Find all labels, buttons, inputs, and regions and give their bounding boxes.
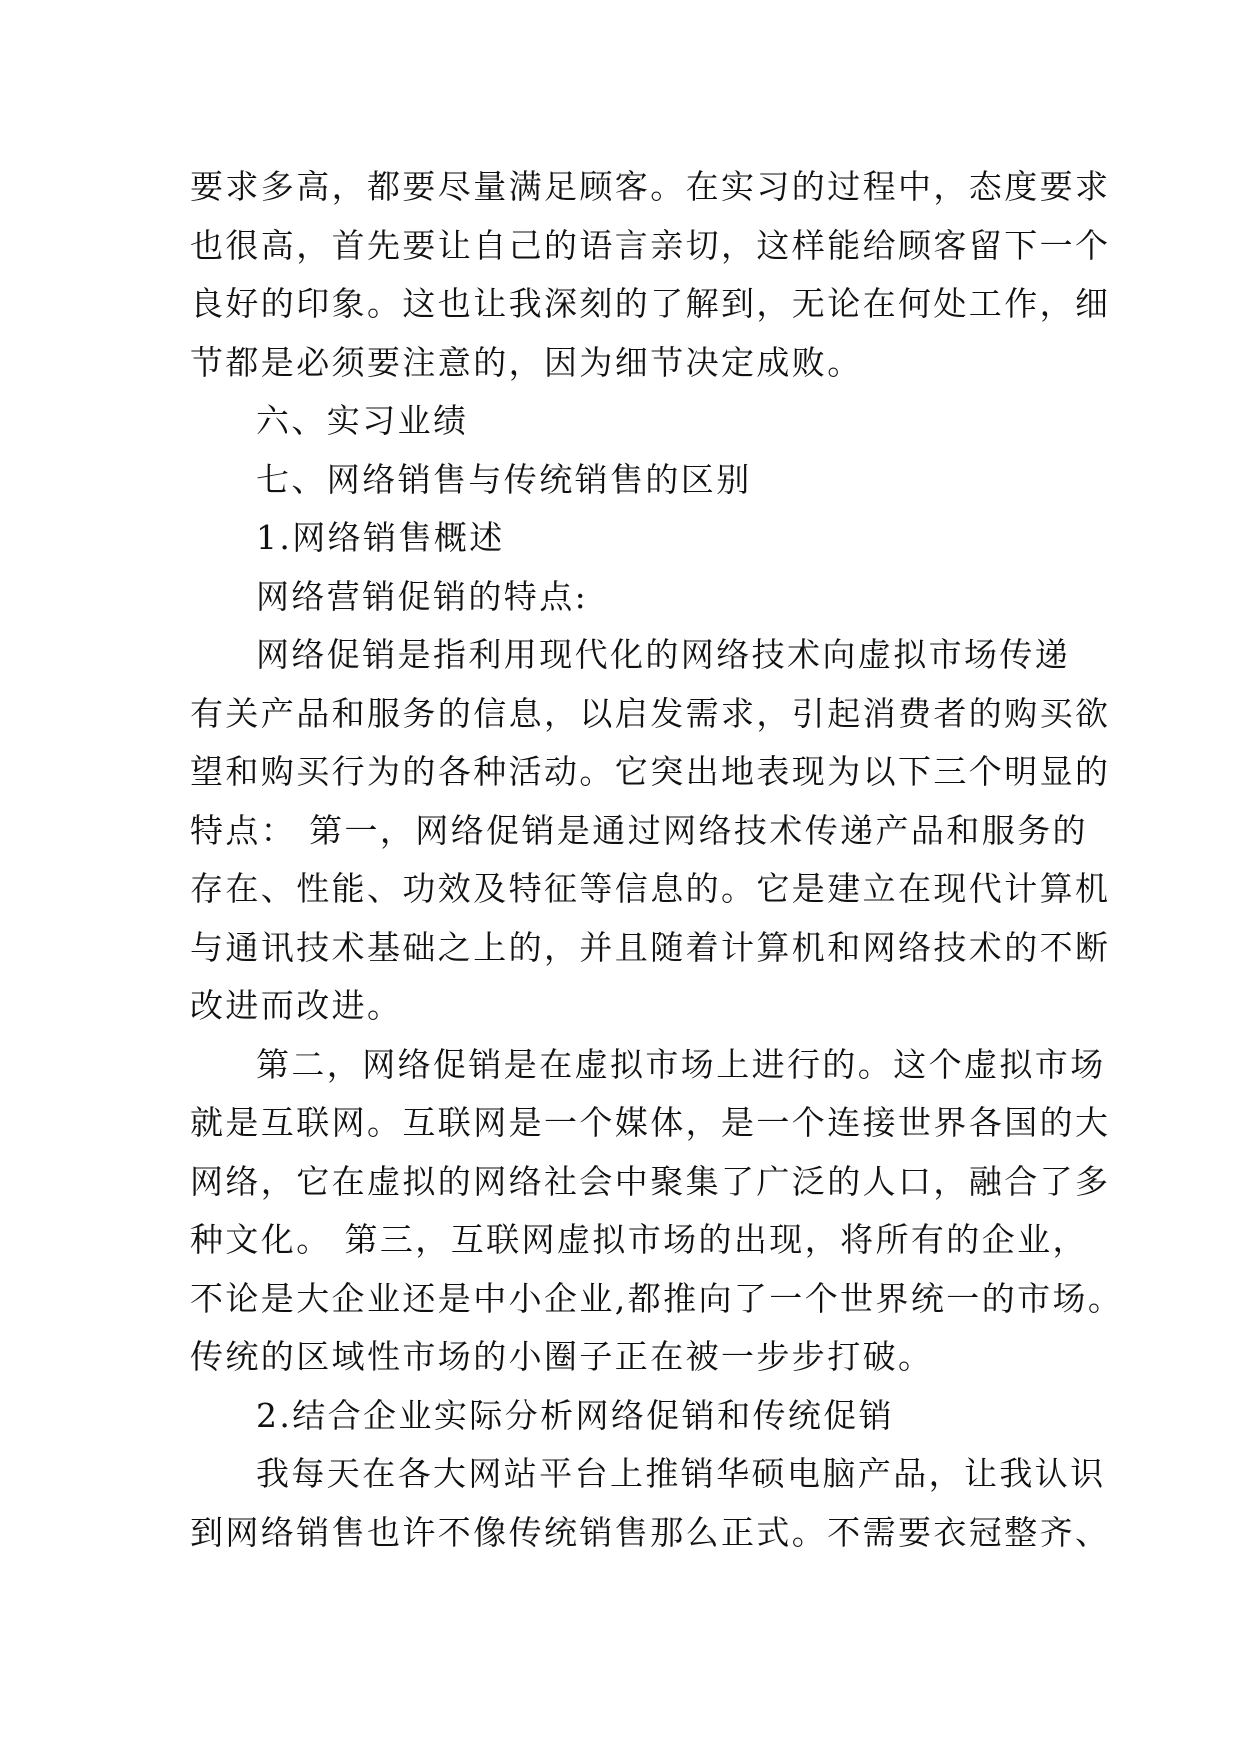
text-line: 网络，它在虚拟的网络社会中聚集了广泛的人口，融合了多 (190, 1161, 1111, 1201)
text-line: 传统的区域性市场的小圈子正在被一步步打破。 (190, 1337, 934, 1376)
text-line: 到网络销售也许不像传统销售那么正式。不需要衣冠整齐、 (190, 1512, 1111, 1552)
text-line: 特点： 第一，网络促销是通过网络技术传递产品和服务的 (190, 810, 1088, 850)
text-line: 良好的印象。这也让我深刻的了解到，无论在何处工作，细 (190, 284, 1111, 323)
text-line: 有关产品和服务的信息，以启发需求，引起消费者的购买欲 (190, 693, 1111, 733)
text-line: 种文化。 第三，互联网虚拟市场的出现，将所有的企业， (190, 1220, 1088, 1259)
text-line: 存在、性能、功效及特征等信息的。它是建立在现代计算机 (190, 869, 1111, 908)
text-line: 也很高，首先要让自己的语言亲切，这样能给顾客留下一个 (190, 225, 1111, 265)
text-line: 网络促销是指利用现代化的网络技术向虚拟市场传递 (256, 635, 1071, 674)
subsection-heading: 2.结合企业实际分析网络促销和传统促销 (256, 1395, 895, 1435)
paragraph-label: 网络营销促销的特点: (256, 576, 589, 616)
text-line: 就是互联网。互联网是一个媒体，是一个连接世界各国的大 (190, 1103, 1111, 1142)
text-line: 不论是大企业还是中小企业,都推向了一个世界统一的市场。 (190, 1278, 1124, 1318)
section-heading: 六、实习业绩 (256, 401, 469, 440)
text-line: 我每天在各大网站平台上推销华硕电脑产品，让我认识 (256, 1454, 1106, 1493)
text-line: 改进而改进。 (190, 986, 403, 1025)
subsection-heading: 1.网络销售概述 (256, 518, 505, 557)
document-page (190, 158, 1124, 1562)
text-line: 望和购买行为的各种活动。它突出地表现为以下三个明显的 (190, 752, 1111, 791)
text-line: 要求多高，都要尽量满足顾客。在实习的过程中，态度要求 (190, 167, 1111, 206)
text-line: 第二，网络促销是在虚拟市场上进行的。这个虚拟市场 (256, 1044, 1106, 1084)
text-line: 节都是必须要注意的，因为细节决定成败。 (190, 342, 863, 382)
text-line: 与通讯技术基础之上的，并且随着计算机和网络技术的不断 (190, 927, 1111, 967)
section-heading: 七、网络销售与传统销售的区别 (256, 459, 752, 499)
